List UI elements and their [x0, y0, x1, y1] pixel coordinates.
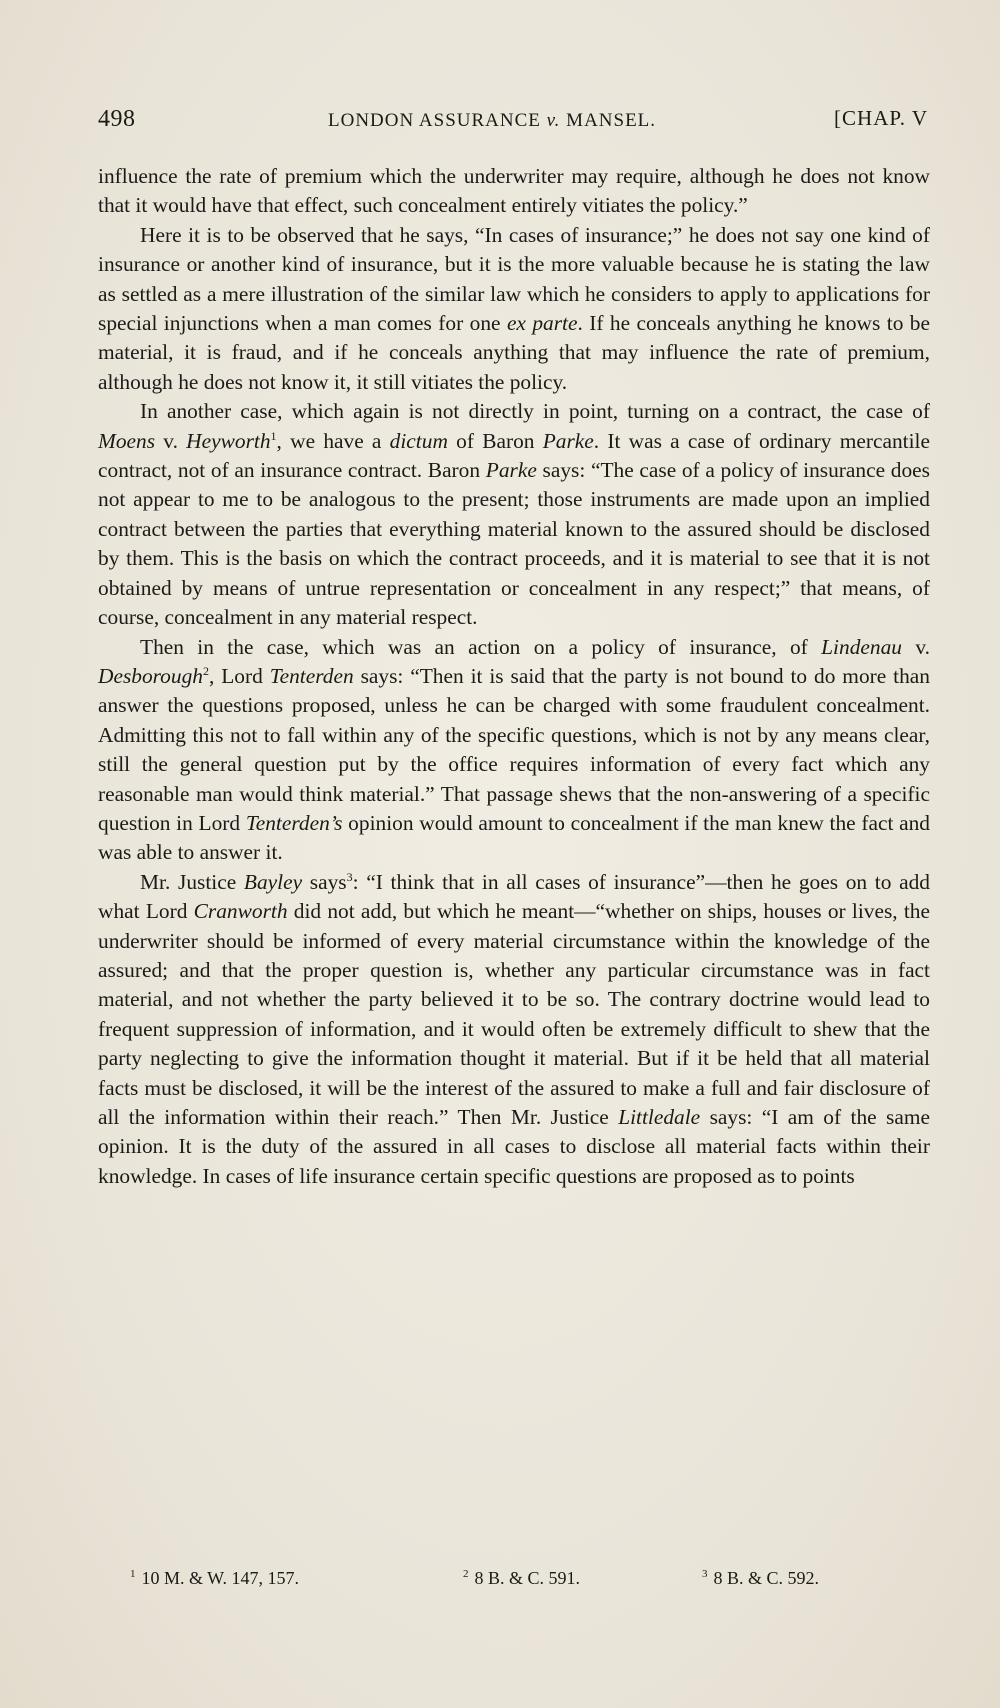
text-run: of Baron [447, 428, 543, 453]
text-run: says: “Then it is said that the party is not bound to do more than answer the questions proposed, unless he can be charged with some fraudulent concealment. Admitting this not to fall within any of the specific questions, which is not by any means clear, still the general question put by the office requires information of every fact which any reasonable man would think material.” That passage shews that the non-answering of a specific question in Lord [98, 663, 930, 835]
running-header [98, 104, 928, 144]
text-run: v. [901, 634, 930, 659]
text-run: says [302, 869, 347, 894]
italic-text: Tenterden’s [245, 810, 343, 835]
italic-text: Heyworth [186, 428, 271, 453]
text-run: opinion would amount to concealment if the man knew the fact and was able to answer it. [98, 810, 931, 865]
text-run: influence the rate of premium which the underwriter may require, although he does not know that it would have that effect, such concealment entirely vitiates the policy.” [98, 164, 930, 218]
italic-text: Lindenau [821, 634, 902, 659]
italic-text: Parke [485, 458, 537, 483]
text-run: did not add, but which he meant—“whether on ships, houses or lives, the underwriter should be informed of every material circumstance within the knowledge of the assured; and that the proper question is, whether any particular circumstance was in fact material, and not whether the party believed it to be so. The contrary doctrine would lead to frequent suppression of information, and it would often be extremely difficult to shew that the party neglecting to give the information thought it material. But if it be held that all material facts must be disclosed, it will be the interest of the assured to make a full and fair disclosure of all the information within their reach.” Then Mr. Justice [98, 899, 930, 1129]
italic-text: Bayley [243, 869, 303, 894]
page-number: 498 [98, 106, 136, 132]
text-run: says: “The case of a policy of insurance does not appear to me to be analogous to the present; those instruments are made upon an implied contract between the parties that everything material known to the assured should be disclosed by them. This is the basis on which the contract proceeds, and it is material to see that it is not obtained by means of untrue representation or concealment in any respect;” that means, of course, concealment in any material respect. [98, 458, 930, 630]
text-run: Mr. Justice [140, 869, 244, 894]
text-run: , Lord [208, 663, 270, 688]
running-title: LONDON ASSURANCE v. MANSEL. [328, 110, 657, 131]
text-run: In another case, which again is not directly in point, turning on a contract, the case of [140, 399, 930, 424]
text-run: . It was a case of ordinary mercantile contract, not of an insurance contract. Baron [98, 428, 930, 483]
footnote-1: $^1$ 10 M. & W. 147, 157. [130, 1568, 300, 1588]
footnote-reference: 1 [270, 428, 277, 443]
body-text [98, 162, 930, 1191]
italic-text: Cranworth [193, 899, 288, 924]
text-run: Then in the case, which was an action on a policy of insurance, of [140, 634, 822, 659]
text-run: says: “I am of the same opinion. It is the duty of the assured in all cases to disclose all material facts within their knowledge. In cases of life insurance certain specific questions are proposed as to points [98, 1105, 931, 1188]
footnote-reference: 2 [202, 663, 209, 678]
paragraph [98, 162, 930, 221]
italic-text: Parke [542, 428, 594, 453]
italic-text: dictum [389, 428, 448, 453]
text-run: , we have a [276, 428, 390, 453]
text-run: . If he conceals anything he knows to be material, it is fraud, and if he conceals anything that may influence the rate of premium, although he does not know it, it still vitiates the policy. [98, 311, 930, 394]
italic-text: Littledale [618, 1105, 701, 1129]
text-run: v. [155, 428, 187, 453]
chapter-label: [CHAP. V [834, 106, 928, 130]
paragraph [98, 397, 930, 632]
italic-text: Moens [98, 428, 156, 453]
text-run: : “I think that in all cases of insurance”—then he goes on to add what Lord [98, 869, 930, 924]
footnote-2: $^2$ 8 B. & C. 591. [463, 1568, 581, 1588]
text-run: Here it is to be observed that he says, “In cases of insurance;” he does not say one kind of insurance or another kind of insurance, but it is the more valuable because he is stating the law as settled as a mere illustration of the similar law which he considers to apply to applications for special injunctions when a man comes for one [98, 222, 930, 336]
paragraph [98, 633, 930, 868]
footnote-3: $^3$ 8 B. & C. 592. [702, 1568, 820, 1588]
italic-text: Desborough [98, 663, 203, 688]
footnote-reference: 3 [346, 869, 353, 884]
italic-text: Tenterden [269, 663, 354, 688]
paragraph [98, 221, 930, 397]
paragraph [98, 868, 930, 1191]
italic-text: ex parte [506, 311, 578, 336]
